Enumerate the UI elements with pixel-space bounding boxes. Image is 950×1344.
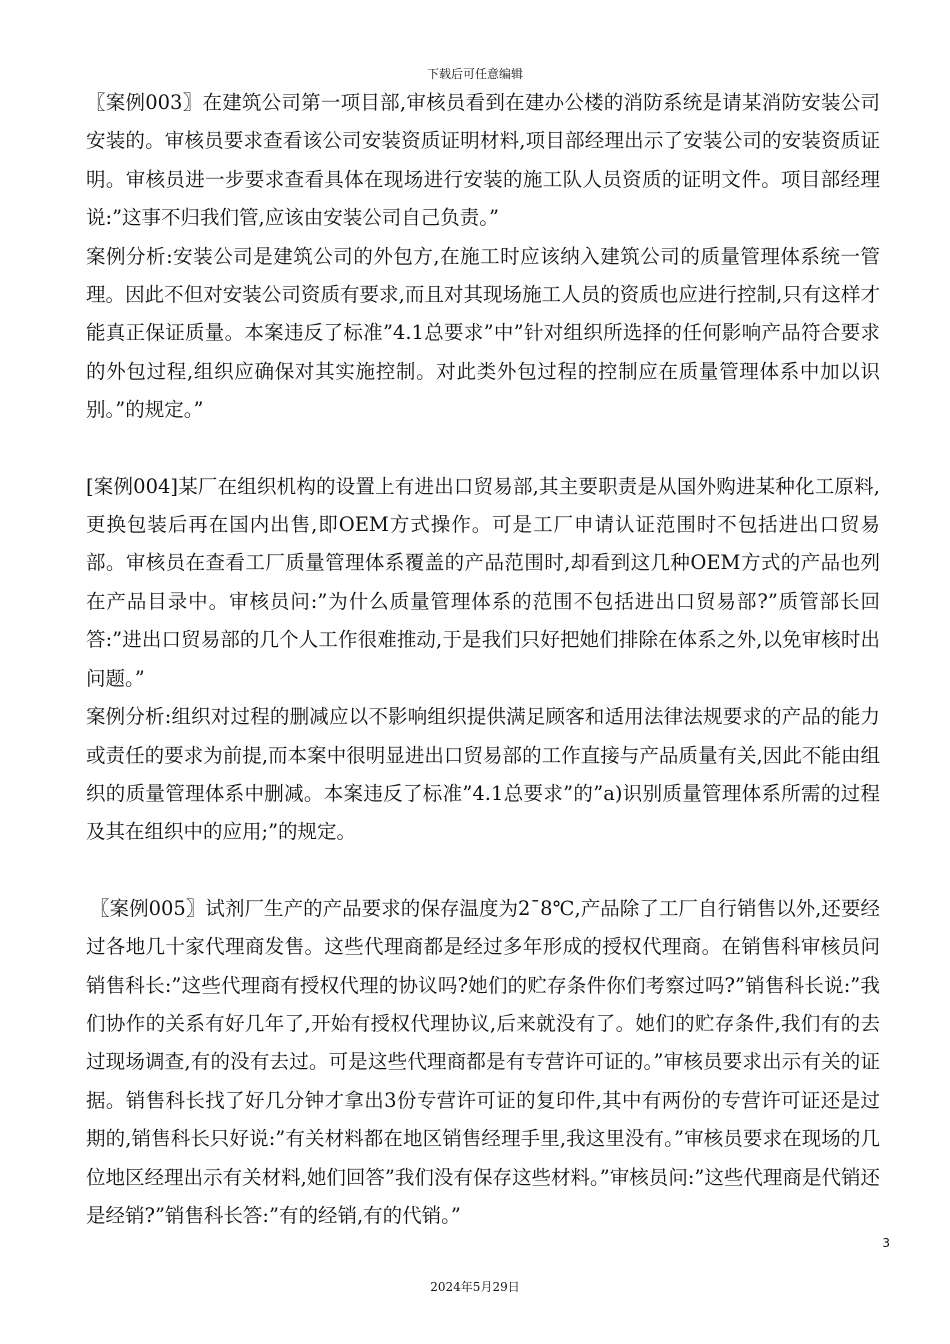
- page-header: 下载后可任意编辑: [426, 67, 523, 81]
- case-003-analysis: 案例分析:安装公司是建筑公司的外包方,在施工时应该纳入建筑公司的质量管理体系统一管理。因此不但对安装公司资质有要求,而且对其现场施工人员的资质也应进行控制,只有这样才能真正保证质量。本案违反了标准”4.1总要求”中”针对组织所选择的任何影响产品符合要求的外包过程,组织应确保对其实施控制。对此类外包过程的控制应在质量管理体系中加以识别。”的规定。”: [86, 244, 880, 422]
- case-004-analysis: 案例分析:组织对过程的删减应以不影响组织提供满足顾客和适用法律法规要求的产品的能力或责任的要求为前提,而本案中很明显进出口贸易部的工作直接与产品质量有关,因此不能由组织的质量管理体系中删减。本案违反了标准”4.1总要求”的”a)识别质量管理体系所需的过程及其在组织中的应用;”的规定。: [86, 705, 880, 844]
- case-004-text: [案例004]某厂在组织机构的设置上有进出口贸易部,其主要职责是从国外购进某种化工原料,更换包装后再在国内出售,即OEM方式操作。可是工厂申请认证范围时不包括进出口贸易部。审核员在查看工厂质量管理体系覆盖的产品范围时,却看到这几种OEM方式的产品也列在产品目录中。审核员问:”为什么质量管理体系的范围不包括进出口贸易部?”质管部长回答:”进出口贸易部的几个人工作很难推动,于是我们只好把她们排除在体系之外,以免审核时出问题。”: [86, 474, 880, 690]
- paragraph-gap: [86, 852, 880, 890]
- case-005-text: 〖案例005〗试剂厂生产的产品要求的保存温度为2¯8℃,产品除了工厂自行销售以外,还要经过各地几十家代理商发售。这些代理商都是经过多年形成的授权代理商。在销售科审核员问销售科长:”这些代理商有授权代理的协议吗?她们的贮存条件你们考察过吗?”销售科长说:”我们协作的关系有好几年了,开始有授权代理协议,后来就没有了。她们的贮存条件,我们有的去过现场调查,有的没有去过。可是这些代理商都是有专营许可证的。”审核员要求出示有关的证据。销售科长找了好几分钟才拿出3份专营许可证的复印件,其中有两份的专营许可证还是过期的,销售科长只好说:”有关材料都在地区销售经理手里,我这里没有。”审核员要求在现场的几位地区经理出示有关材料,她们回答”我们没有保存这些材料。”审核员问:”这些代理商是代销还是经销?”销售科长答:”有的经销,有的代销。”: [86, 896, 880, 1227]
- paragraph-gap: [86, 430, 880, 468]
- document-body: [86, 84, 880, 1235]
- page-number: 3: [882, 1236, 890, 1250]
- case-003-text: 〖案例003〗在建筑公司第一项目部,审核员看到在建办公楼的消防系统是请某消防安装公司安装的。审核员要求查看该公司安装资质证明材料,项目部经理出示了安装公司的安装资质证明。审核员进一步要求查看具体在现场进行安装的施工队人员资质的证明文件。项目部经理说:”这事不归我们管,应该由安装公司自己负责。”: [86, 91, 880, 230]
- footer-date: 2024年5月29日: [430, 1280, 520, 1294]
